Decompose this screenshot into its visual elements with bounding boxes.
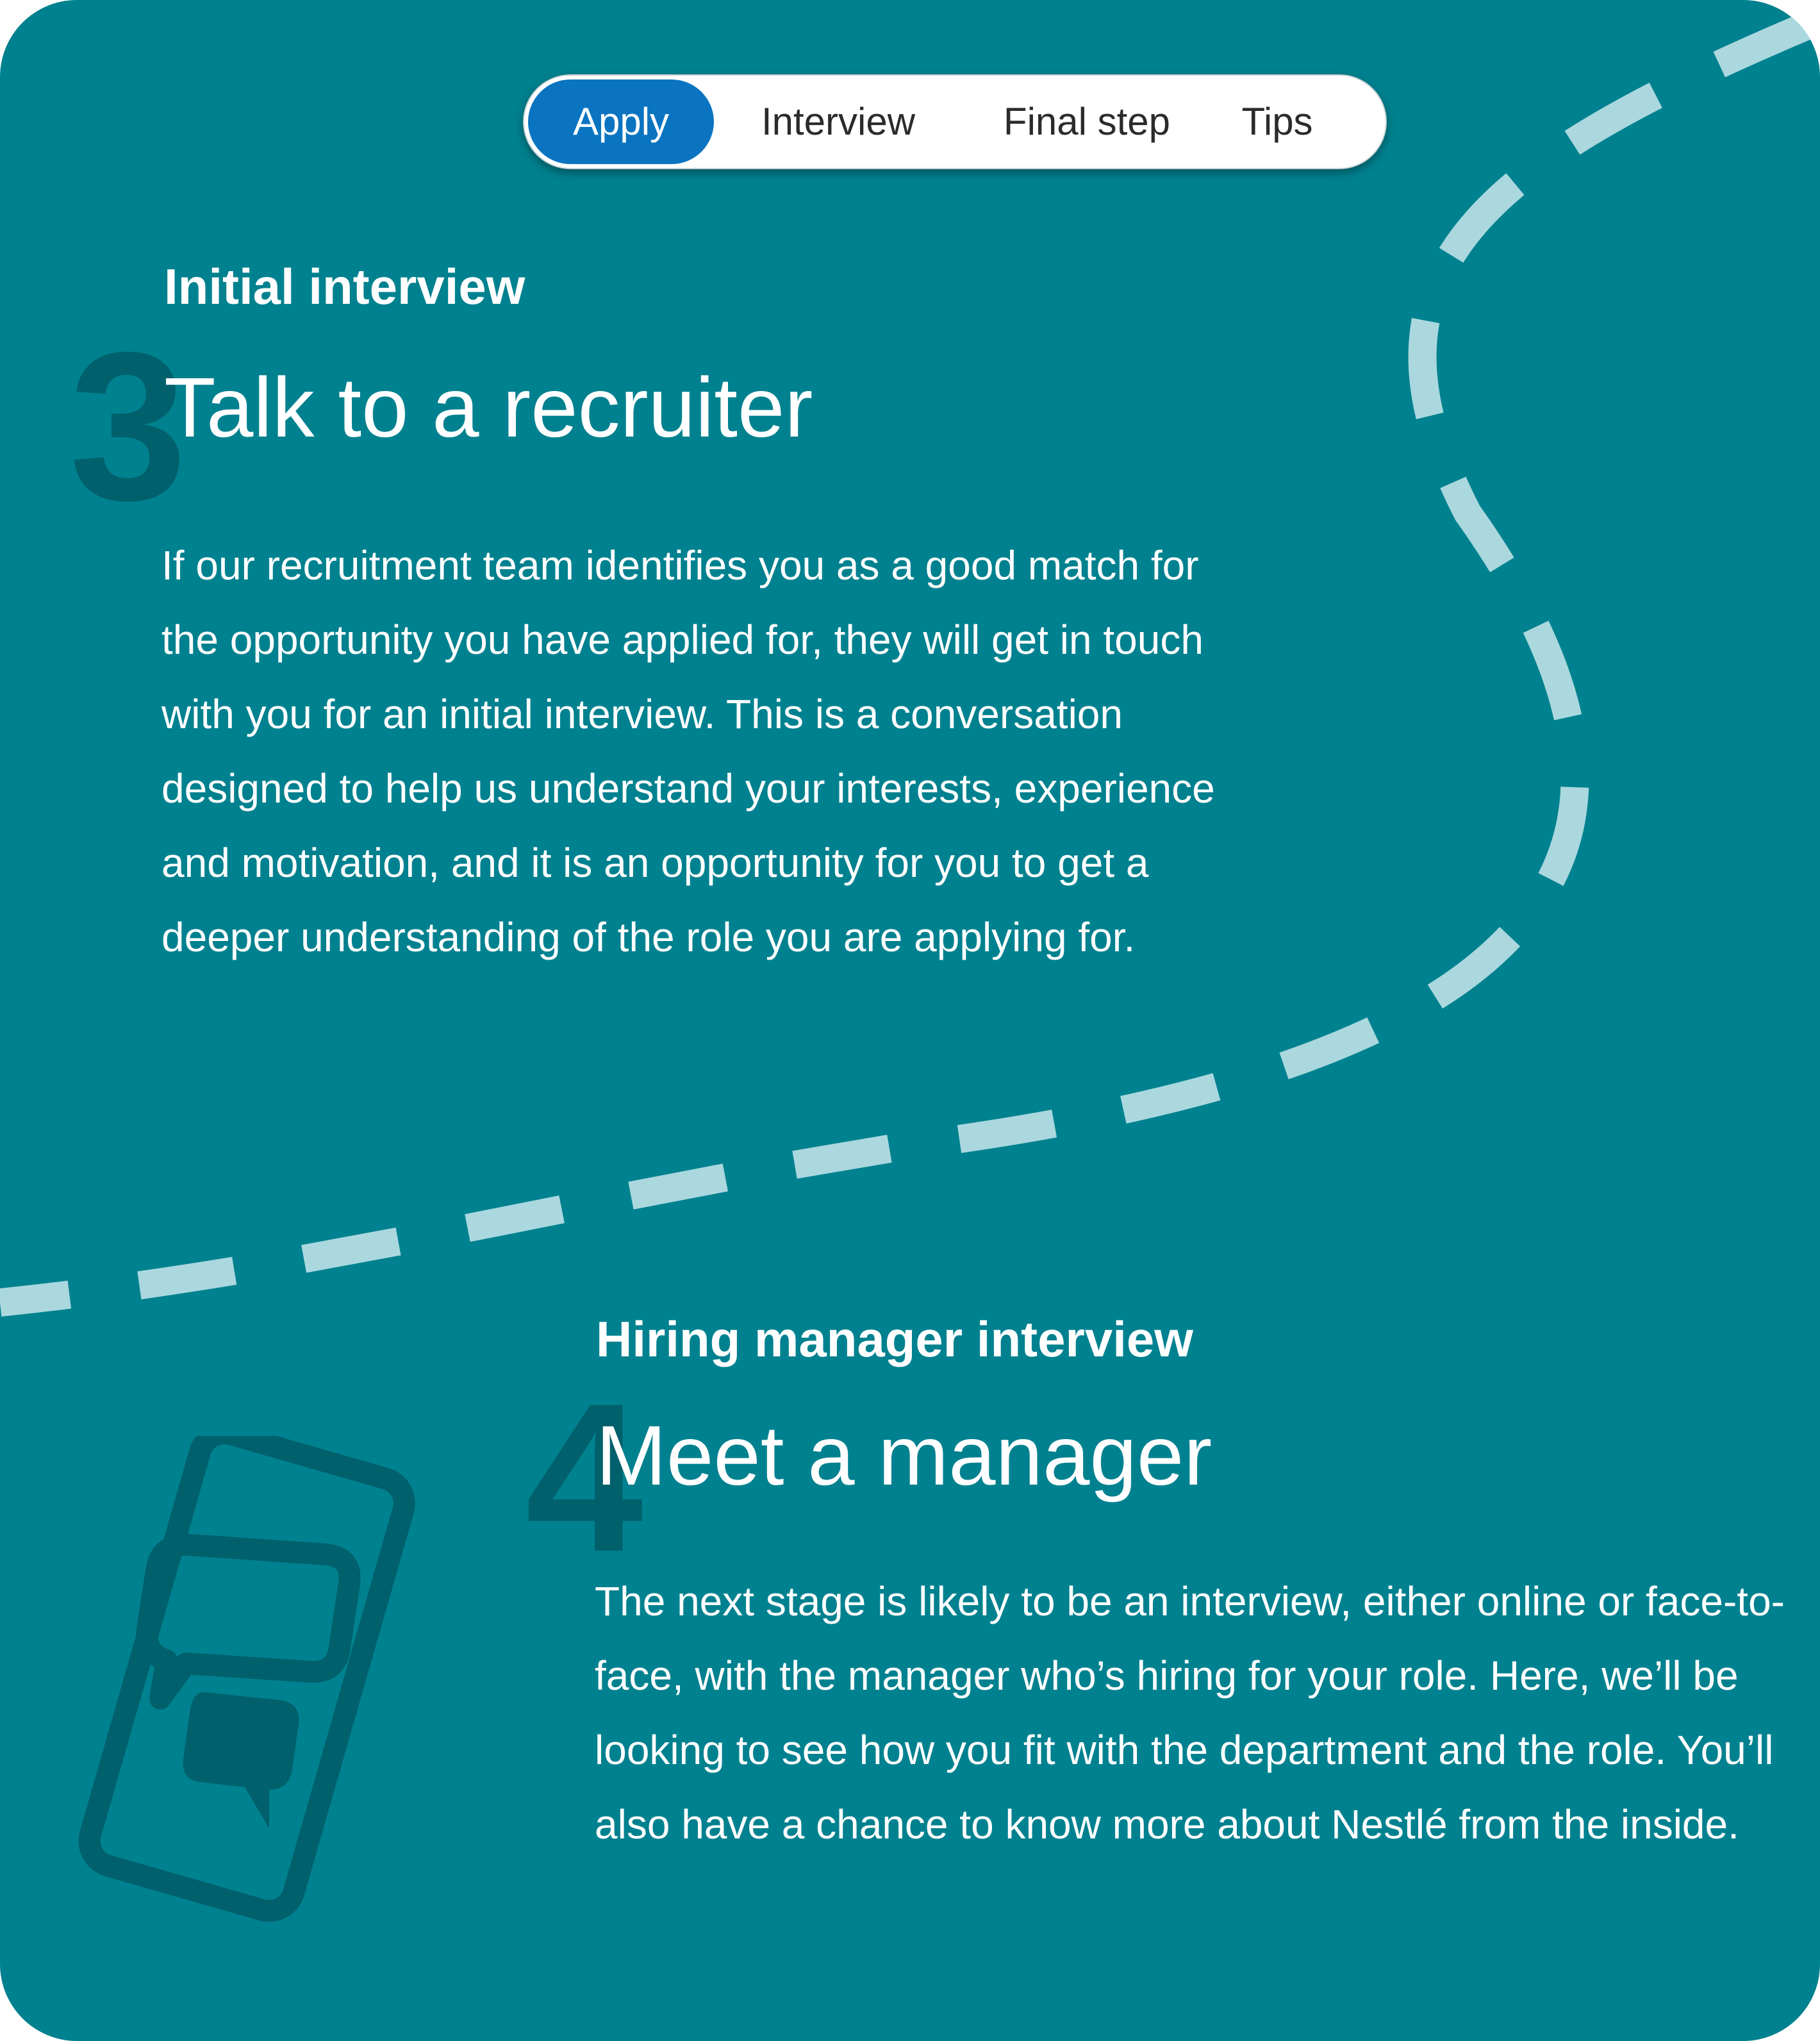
step-eyebrow: Hiring manager interview	[596, 1311, 1193, 1367]
tab-apply[interactable]: Apply	[528, 79, 714, 164]
step-eyebrow: Initial interview	[164, 258, 525, 315]
tab-tips[interactable]: Tips	[1241, 100, 1313, 143]
step-description: The next stage is likely to be an interview, either online or face-to-face, with the manager who’s hiring for your role. Here, we’ll be looking to see how you fit with the department and the role. You’ll also have a chance to know more about Nestlé from the inside.	[595, 1578, 1785, 1847]
step-number: 4	[525, 1359, 643, 1595]
phone-chat-icon	[58, 1436, 442, 1936]
step-title: Meet a manager	[596, 1408, 1212, 1503]
step-description: If our recruitment team identifies you as a good match for the opportunity you have applied for, they will get in touch with you for an initial interview. This is a conversation designed to help us understand your interests, experience and motivation, and it is an opportunity for you to get a deeper understanding of the role you are applying for.	[161, 542, 1215, 960]
step-title: Talk to a recruiter	[164, 360, 813, 454]
step-tabs	[523, 74, 1387, 169]
tab-final-step[interactable]: Final step	[1003, 100, 1171, 143]
step-number: 3	[69, 308, 187, 544]
tab-interview[interactable]: Interview	[761, 100, 916, 143]
